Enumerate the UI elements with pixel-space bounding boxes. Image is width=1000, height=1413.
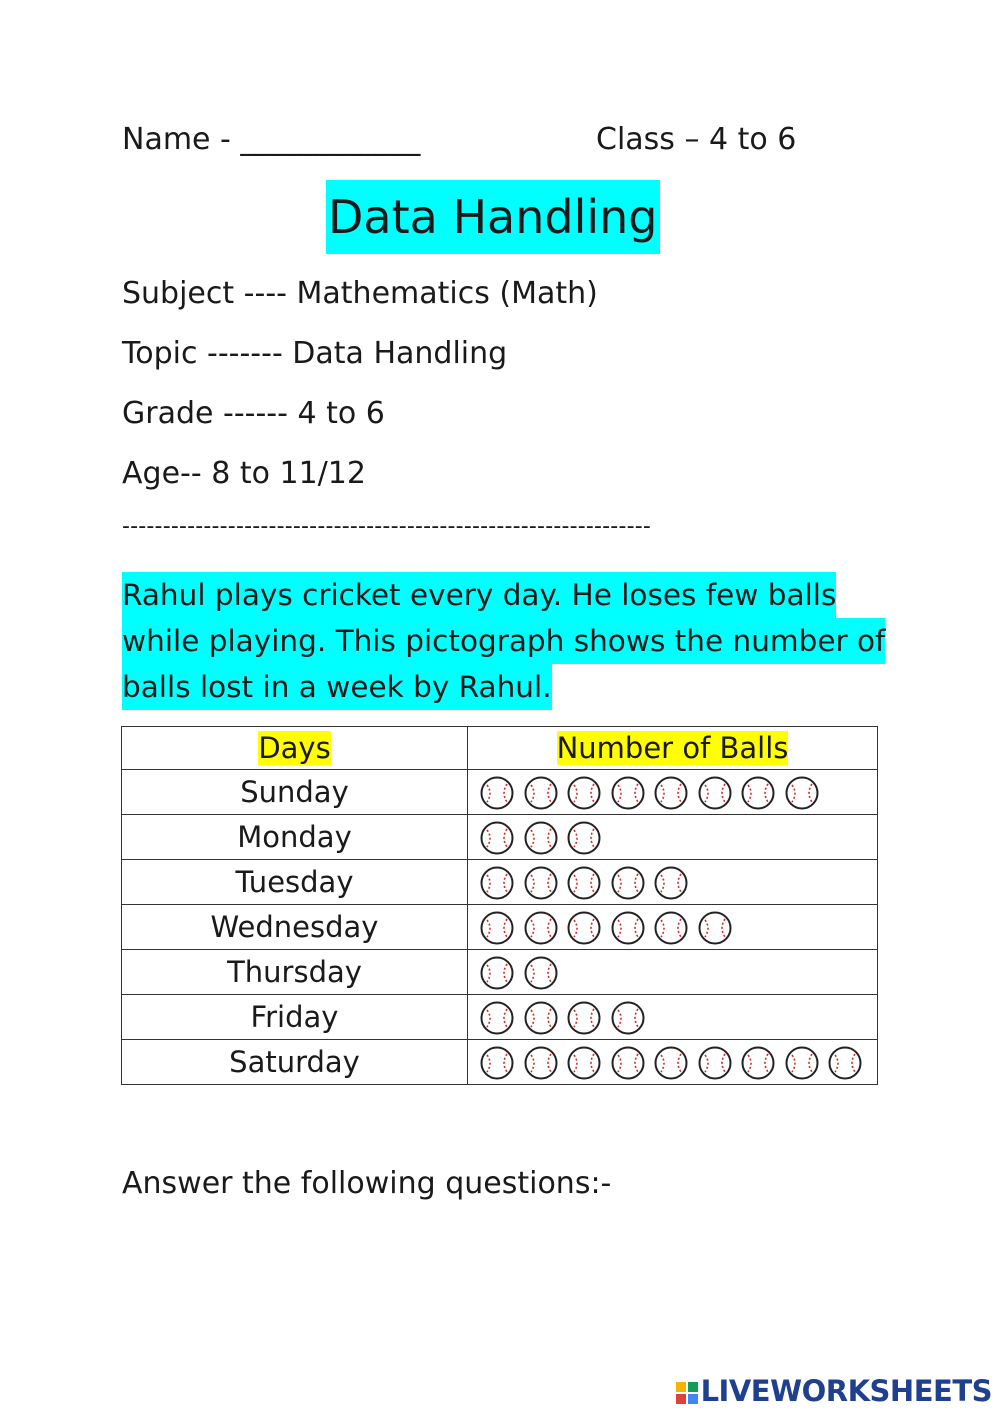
baseball-icon: [567, 821, 601, 855]
intro-line-2: while playing. This pictograph shows the number of: [122, 618, 885, 664]
balls-cell: [468, 1040, 878, 1085]
day-label: Thursday: [227, 955, 362, 989]
table-row: [122, 815, 878, 860]
brand-name: LIVEWORKSHEETS: [700, 1374, 992, 1408]
baseball-icon: [611, 866, 645, 900]
baseball-icon: [524, 956, 558, 990]
baseball-icon: [567, 776, 601, 810]
baseball-icon: [698, 1046, 732, 1080]
baseball-icon: [698, 911, 732, 945]
baseball-icon: [785, 1046, 819, 1080]
brand-watermark: [675, 1374, 992, 1408]
table-row: [122, 905, 878, 950]
day-cell: [122, 905, 468, 950]
balls-cell: [468, 815, 878, 860]
balls-cell: [468, 950, 878, 995]
balls-cell: [468, 905, 878, 950]
day-label: Sunday: [240, 775, 349, 809]
baseball-icon: [567, 911, 601, 945]
day-cell: [122, 950, 468, 995]
table-row: [122, 1040, 878, 1085]
baseball-icon: [480, 821, 514, 855]
baseball-icon: [611, 1001, 645, 1035]
baseball-icon: [567, 866, 601, 900]
baseball-icon: [567, 1001, 601, 1035]
pictograph-table: [121, 726, 878, 1085]
header-days-cell: [122, 727, 468, 770]
baseball-icon: [480, 956, 514, 990]
baseball-icon: [828, 1046, 862, 1080]
table-row: [122, 770, 878, 815]
age-line: Age-- 8 to 11/12: [122, 456, 366, 491]
baseball-icon: [524, 1046, 558, 1080]
baseball-icon: [480, 866, 514, 900]
answer-prompt: Answer the following questions:-: [122, 1166, 612, 1201]
balls-cell: [468, 770, 878, 815]
baseball-icon: [741, 776, 775, 810]
topic-line: Topic ------- Data Handling: [122, 336, 508, 371]
day-cell: [122, 1040, 468, 1085]
baseball-icon: [611, 911, 645, 945]
divider: -----------------------------------------------------------------: [122, 514, 652, 539]
baseball-icon: [654, 776, 688, 810]
baseball-icon: [567, 1046, 601, 1080]
intro-paragraph: [122, 572, 885, 710]
baseball-icon: [785, 776, 819, 810]
baseball-icon: [480, 911, 514, 945]
table-header-row: [122, 727, 878, 770]
baseball-icon: [524, 776, 558, 810]
day-label: Tuesday: [235, 865, 354, 899]
intro-line-1: Rahul plays cricket every day. He loses few balls: [122, 572, 836, 618]
table-body: [122, 770, 878, 1085]
baseball-icon: [611, 1046, 645, 1080]
subject-line: Subject ---- Mathematics (Math): [122, 276, 598, 311]
class-label: Class – 4 to 6: [596, 122, 797, 157]
day-label: Saturday: [229, 1045, 360, 1079]
baseball-icon: [480, 1046, 514, 1080]
baseball-icon: [480, 776, 514, 810]
day-cell: [122, 860, 468, 905]
baseball-icon: [524, 1001, 558, 1035]
baseball-icon: [654, 866, 688, 900]
balls-cell: [468, 995, 878, 1040]
day-label: Wednesday: [210, 910, 379, 944]
header-days: Days: [258, 731, 331, 765]
day-label: Friday: [250, 1000, 339, 1034]
day-cell: [122, 815, 468, 860]
baseball-icon: [654, 911, 688, 945]
table-row: [122, 950, 878, 995]
table-row: [122, 995, 878, 1040]
name-field-label: Name - ____________: [122, 122, 421, 157]
baseball-icon: [480, 1001, 514, 1035]
day-label: Monday: [237, 820, 352, 854]
baseball-icon: [741, 1046, 775, 1080]
header-balls-cell: [468, 727, 878, 770]
day-cell: [122, 770, 468, 815]
brand-logo-icon: [675, 1381, 699, 1405]
baseball-icon: [698, 776, 732, 810]
baseball-icon: [524, 821, 558, 855]
baseball-icon: [611, 776, 645, 810]
intro-line-3: balls lost in a week by Rahul.: [122, 664, 552, 710]
baseball-icon: [524, 866, 558, 900]
table-row: [122, 860, 878, 905]
page-title: Data Handling: [326, 180, 660, 254]
grade-line: Grade ------ 4 to 6: [122, 396, 385, 431]
baseball-icon: [524, 911, 558, 945]
baseball-icon: [654, 1046, 688, 1080]
header-balls: Number of Balls: [556, 731, 789, 765]
balls-cell: [468, 860, 878, 905]
day-cell: [122, 995, 468, 1040]
